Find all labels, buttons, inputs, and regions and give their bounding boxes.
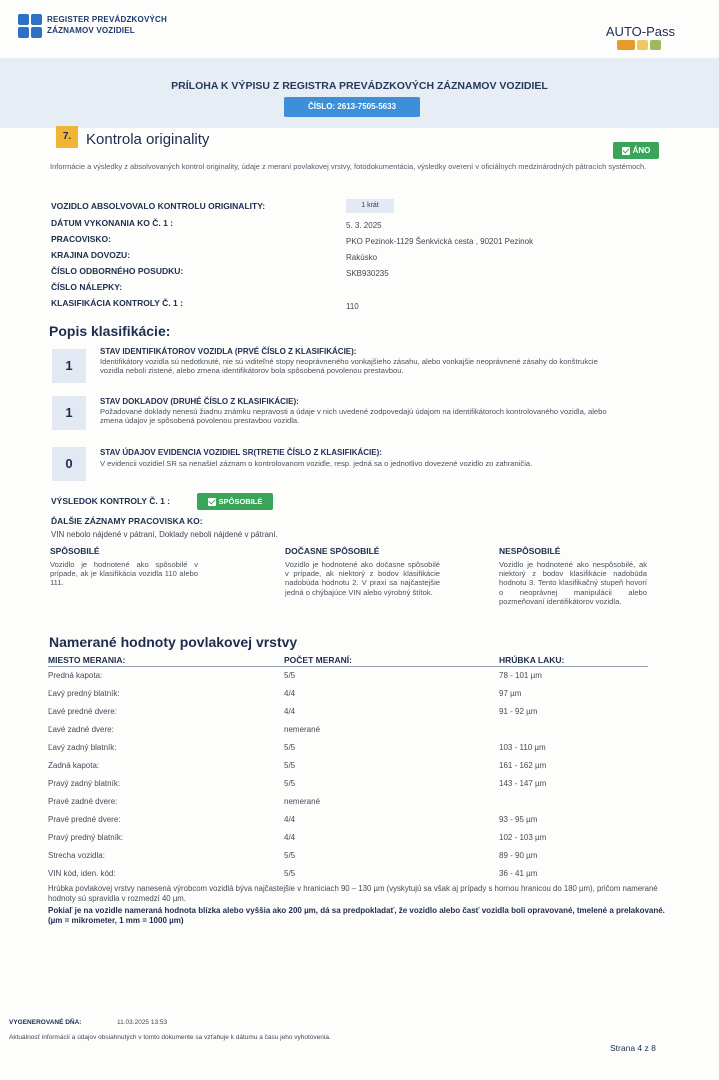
- disclaimer: Aktuálnosť informácií a údajov obsiahnutých v tomto dokumente sa vzťahuje k dátumu a času jeho vyhotovenia.: [9, 1034, 331, 1041]
- document-number-badge: ČÍSLO: 2613-7505-5633: [284, 97, 420, 117]
- dalsie-value: VIN nebolo nájdené v pátraní, Doklady neboli nájdené v pátraní.: [51, 530, 278, 539]
- section-title: Kontrola originality: [86, 131, 210, 148]
- field-value: 5. 3. 2025: [346, 221, 382, 230]
- table-row: Zadná kapota: 5/5 161 - 162 µm: [48, 761, 547, 770]
- page-number: Strana 4 z 8: [610, 1043, 656, 1053]
- field-label: DÁTUM VYKONANIA KO Č. 1 :: [51, 218, 173, 228]
- table-row: Pravé zadné dvere: nemerané: [48, 797, 321, 806]
- column-title-nesposobile: NESPÔSOBILÉ: [499, 546, 561, 556]
- registry-logo-icon: [18, 14, 42, 38]
- table-header: HRÚBKA LAKU:: [499, 655, 565, 665]
- registry-logo-text: REGISTER PREVÁDZKOVÝCH ZÁZNAMOV VOZIDIEL: [47, 15, 167, 35]
- check-icon: [637, 40, 648, 50]
- coating-note: Hrúbka povlakovej vrstvy nanesená výrobcom vozidlá býva najčastejšie v hraniciach 90 – 130 µm (vyskytujú sa však aj prípady s hornou hranicou do 180 µm), pričom namerané hodnoty sú spravidla v rozmedzí 40 µm.: [48, 884, 658, 903]
- field-value: PKO Pezinok-1129 Šenkvická cesta , 90201 Pezinok: [346, 237, 534, 246]
- ano-badge: ÁNO: [613, 142, 659, 159]
- field-label: ČÍSLO NÁLEPKY:: [51, 282, 123, 292]
- document-icon: [650, 40, 661, 50]
- table-row: Strecha vozidla: 5/5 89 - 90 µm: [48, 851, 538, 860]
- column-title-sposobile: SPÔSOBILÉ: [50, 546, 100, 556]
- table-row: Pravý zadný blatník: 5/5 143 - 147 µm: [48, 779, 547, 788]
- field-label: KRAJINA DOVOZU:: [51, 250, 131, 260]
- classification-digit: 0: [52, 447, 86, 481]
- field-label: PRACOVISKO:: [51, 234, 111, 244]
- car-icon: [617, 40, 635, 50]
- table-row: Predná kapota: 5/5 78 - 101 µm: [48, 671, 542, 680]
- generated-label: VYGENEROVANÉ DŇA:: [9, 1019, 82, 1026]
- field-label: VOZIDLO ABSOLVOVALO KONTROLU ORIGINALITY:: [51, 201, 266, 211]
- field-label: ČÍSLO ODBORNÉHO POSUDKU:: [51, 266, 184, 276]
- column-text-nesposobile: Vozidlo je hodnotené ako nespôsobilé, ak niektorý z bodov klasifikácie nadobúda hodnotu 3. Tento klasifikačný stupeň hovorí o neoprávnej manipulácii alebo pozmeňovaní identifikátorov vozidla.: [499, 560, 647, 606]
- field-value-badge: 1 krát: [346, 199, 394, 213]
- classification-desc: V evidencii vozidiel SR sa nenašiel záznam o kontrolovanom vozidle, resp. jedná sa o jednotlivo dovezené vozidlo zo zahraničia.: [100, 459, 533, 468]
- classification-desc: Požadované doklady nenesú žiadnu známku nepravosti a údaje v nich uvedené zodpovedajú údajom na identifikátoroch kontrolovaného vozidla, alebo zmena údajov je spôsobená povolenou prestavbou vozidla.: [100, 407, 607, 426]
- coating-warning: Pokiaľ je na vozidle nameraná hodnota blízka alebo vyššia ako 200 µm, dá sa predpokladať, že vozidlo alebo časť vozidla boli opravované, tmelené a prelakované. (µm = mikrometer, 1 mm = 1000 µm): [48, 906, 665, 925]
- column-text-docasne: Vozidlo je hodnotené ako dočasne spôsobilé v prípade, ak niektorý z bodov klasifikácie nadobúda hodnotu 2. V praxi sa najčastejšie jedná o chýbajúce VIN alebo výrobný štítok.: [285, 560, 440, 597]
- field-value: 110: [346, 302, 359, 311]
- table-header: POČET MERANÍ:: [284, 655, 352, 665]
- classification-digit: 1: [52, 396, 86, 430]
- result-badge: SPÔSOBILÉ: [197, 493, 273, 510]
- autopass-icons: [617, 40, 661, 50]
- checkbox-icon: [208, 498, 216, 506]
- field-value: Rakúsko: [346, 253, 378, 262]
- table-header: MIESTO MERANIA:: [48, 655, 126, 665]
- classification-desc: Identifikátory vozidla sú nedotknuté, nie sú viditeľné stopy neoprávneného vonkajšieho zásahu, alebo vonkajšie neoprávnené zásahy do konštrukcie vozidla neboli zistené, alebo zmena identifikátorov bola spôsobená povolenou prestavbou.: [100, 357, 598, 376]
- field-label: KLASIFIKÁCIA KONTROLY Č. 1 :: [51, 298, 183, 308]
- result-label: VÝSLEDOK KONTROLY Č. 1 :: [51, 496, 171, 506]
- page-title: PRÍLOHA K VÝPISU Z REGISTRA PREVÁDZKOVÝCH ZÁZNAMOV VOZIDIEL: [171, 80, 548, 92]
- classification-title: STAV DOKLADOV (DRUHÉ ČÍSLO Z KLASIFIKÁCIE):: [100, 397, 299, 406]
- measure-heading: Namerané hodnoty povlakovej vrstvy: [49, 634, 298, 650]
- field-value: SKB930235: [346, 269, 389, 278]
- section-number: 7.: [56, 126, 78, 148]
- classification-title: STAV ÚDAJOV EVIDENCIA VOZIDIEL SR(TRETIE ČÍSLO Z KLASIFIKÁCIE):: [100, 448, 382, 457]
- autopass-logo: AUTO-Pass: [605, 24, 675, 39]
- dalsie-label: ĎALŠIE ZÁZNAMY PRACOVISKA KO:: [51, 516, 203, 526]
- header: [0, 0, 719, 58]
- table-row: Ľavý zadný blatník: 5/5 103 - 110 µm: [48, 743, 546, 752]
- title-band: [0, 58, 719, 128]
- classification-digit: 1: [52, 349, 86, 383]
- popis-heading: Popis klasifikácie:: [49, 323, 171, 339]
- column-text-sposobile: Vozidlo je hodnotené ako spôsobilé v prípade, ak je klasifikácia vozidla 110 alebo 111.: [50, 560, 198, 588]
- table-row: Pravý predný blatník: 4/4 102 - 103 µm: [48, 833, 547, 842]
- checkbox-icon: [622, 147, 630, 155]
- generated-value: 11.03.2025 13:53: [117, 1019, 168, 1026]
- table-row: VIN kód, iden. kód: 5/5 36 - 41 µm: [48, 869, 538, 878]
- section-intro: Informácie a výsledky z absolvovaných kontrol originality, údaje z meraní povlakovej vrstvy, fotodokumentácia, výsledky overení v oficiálnych medzinárodných pátracích systémoch.: [50, 162, 647, 171]
- table-row: Ľavý predný blatník: 4/4 97 µm: [48, 689, 522, 698]
- column-title-docasne: DOČASNE SPÔSOBILÉ: [285, 546, 380, 556]
- table-row: Ľavé zadné dvere: nemerané: [48, 725, 321, 734]
- table-row: Ľavé predné dvere: 4/4 91 - 92 µm: [48, 707, 538, 716]
- classification-title: STAV IDENTIFIKÁTOROV VOZIDLA (PRVÉ ČÍSLO Z KLASIFIKÁCIE):: [100, 347, 357, 356]
- table-row: Pravé predné dvere: 4/4 93 - 95 µm: [48, 815, 538, 824]
